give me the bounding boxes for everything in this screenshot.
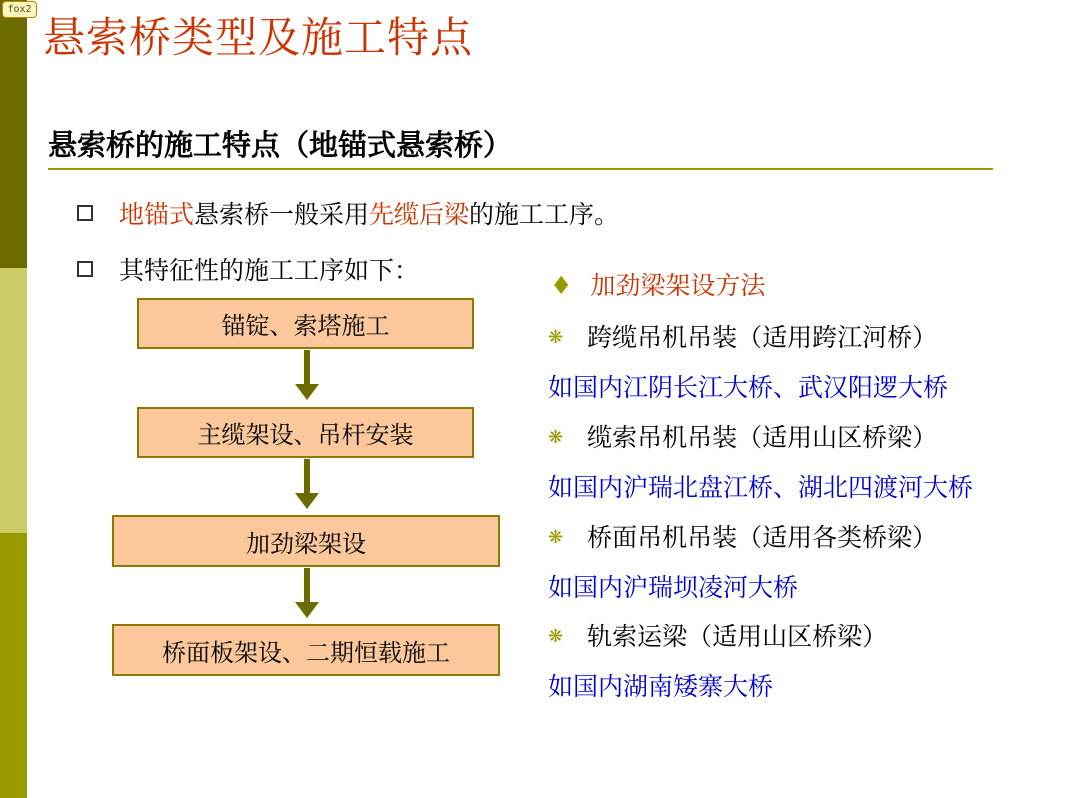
method-item: [548, 318, 937, 354]
bullet-text: 悬索桥一般采用: [194, 200, 370, 229]
title-divider: [48, 168, 993, 170]
slide-title: 悬索桥类型及施工特点: [43, 13, 474, 62]
bullet-text: 的施工工序。: [469, 200, 620, 229]
sidebar-stripe-mid: [0, 533, 27, 798]
method-name: 跨缆吊机吊装（适用跨江河桥）: [587, 323, 938, 352]
method-name: 轨索运梁（适用山区桥梁）: [587, 622, 888, 651]
snowflake-bullet-icon: ❋: [548, 527, 564, 548]
bullet-anchor-type: [77, 195, 619, 231]
snowflake-bullet-icon: ❋: [548, 427, 564, 448]
flow-arrow-icon: [295, 459, 319, 509]
method-example: 如国内江阴长江大桥、武汉阳逻大桥: [548, 373, 949, 402]
flow-step-2: 主缆架设、吊杆安装: [137, 407, 474, 458]
flow-step-3: 加劲梁架设: [112, 515, 500, 567]
method-item: [548, 418, 937, 454]
method-item: [548, 518, 937, 554]
highlight-anchor: 地锚式: [119, 200, 195, 229]
method-item: [548, 617, 887, 653]
flow-arrow-icon: [295, 350, 319, 400]
square-bullet-icon: [77, 261, 93, 277]
flow-step-1: 锚锭、索塔施工: [137, 298, 474, 349]
sidebar-stripe-dark: [0, 0, 27, 268]
method-heading: [550, 266, 765, 302]
slide-tag: fox2: [2, 1, 37, 18]
sidebar-stripe-light: [0, 268, 27, 533]
highlight-cable-first: 先缆后梁: [369, 200, 470, 229]
method-name: 缆索吊机吊装（适用山区桥梁）: [587, 423, 938, 452]
section-subtitle: 悬索桥的施工特点（地锚式悬索桥）: [48, 128, 513, 162]
method-example: 如国内湖南矮寨大桥: [548, 672, 774, 701]
diamond-bullet-icon: ♦: [550, 271, 573, 300]
method-example: 如国内沪瑞北盘江桥、湖北四渡河大桥: [548, 473, 974, 502]
snowflake-bullet-icon: ❋: [548, 626, 564, 647]
bullet-text: 其特征性的施工工序如下：: [119, 256, 420, 285]
method-example: 如国内沪瑞坝凌河大桥: [548, 573, 799, 602]
square-bullet-icon: [77, 205, 93, 221]
method-name: 桥面吊机吊装（适用各类桥梁）: [587, 523, 938, 552]
bullet-sequence-intro: [77, 251, 419, 287]
method-title: 加劲梁架设方法: [590, 271, 766, 300]
snowflake-bullet-icon: ❋: [548, 327, 564, 348]
flow-step-4: 桥面板架设、二期恒载施工: [112, 624, 500, 676]
flow-arrow-icon: [295, 568, 319, 618]
